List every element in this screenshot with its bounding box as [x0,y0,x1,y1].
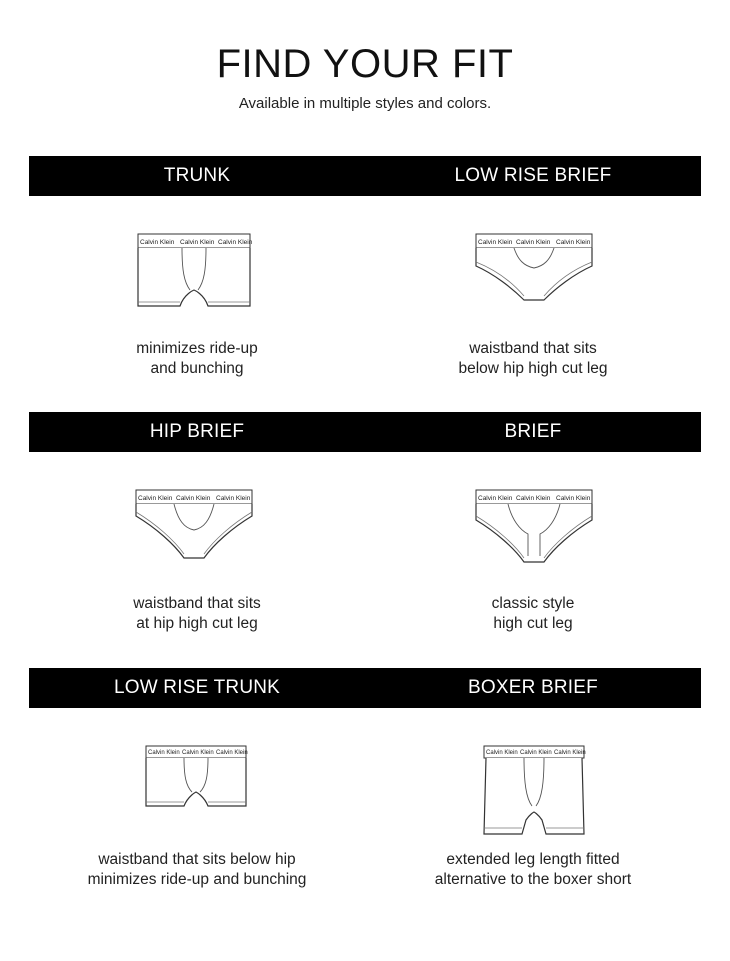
waistband-brand-text: Calvin Klein [516,239,551,246]
waistband-brand-text: Calvin Klein [556,239,591,246]
section-bar-row-2 [29,412,701,452]
desc-line: waistband that sits [469,340,597,357]
hip-brief-icon [134,486,254,570]
desc-line: classic style [491,595,575,612]
desc-line: waistband that sits [133,595,261,612]
waistband-brand-text: Calvin Klein [182,750,214,756]
desc-line: waistband that sits below hip [98,851,296,868]
section-bar-row-3 [29,668,701,708]
style-name-low-rise-trunk: LOW RISE TRUNK [113,677,281,698]
style-name-low-rise-brief: LOW RISE BRIEF [454,165,612,186]
style-name-hip-brief: HIP BRIEF [149,421,245,442]
style-name-brief: BRIEF [504,421,562,442]
brief-icon [474,486,594,574]
page-title: FIND YOUR FIT [216,42,514,86]
waistband-brand-text: Calvin Klein [556,495,591,502]
waistband-brand-text: Calvin Klein [216,750,248,756]
trunk-icon [134,230,254,318]
desc-line: minimizes ride-up [136,340,258,357]
style-desc-hip-brief [29,594,365,634]
low-rise-trunk-icon [144,742,248,818]
style-desc-boxer-brief [365,850,701,890]
waistband-brand-text: Calvin Klein [148,750,180,756]
waistband-brand-text: Calvin Klein [486,750,518,756]
waistband-brand-text: Calvin Klein [176,495,211,502]
waistband-brand-text: Calvin Klein [554,750,586,756]
desc-line: below hip high cut leg [458,360,608,377]
desc-line: minimizes ride-up and bunching [87,871,307,888]
boxer-brief-icon [482,742,586,838]
waistband-brand-text: Calvin Klein [138,495,173,502]
waistband-brand-text: Calvin Klein [140,239,175,246]
style-name-boxer-brief: BOXER BRIEF [468,677,598,698]
page-subtitle: Available in multiple styles and colors. [238,95,492,112]
waistband-brand-text: Calvin Klein [216,495,251,502]
section-bar-row-1 [29,156,701,196]
style-desc-low-rise-trunk [29,850,365,890]
style-desc-low-rise-brief [365,339,701,379]
waistband-brand-text: Calvin Klein [478,239,513,246]
desc-line: and bunching [150,360,244,377]
desc-line: alternative to the boxer short [434,871,632,888]
desc-line: at hip high cut leg [136,615,258,632]
waistband-brand-text: Calvin Klein [180,239,215,246]
desc-line: high cut leg [493,615,573,632]
style-desc-trunk [29,339,365,379]
style-desc-brief [365,594,701,634]
desc-line: extended leg length fitted [446,851,620,868]
waistband-brand-text: Calvin Klein [516,495,551,502]
style-name-trunk: TRUNK [163,165,231,186]
waistband-brand-text: Calvin Klein [218,239,253,246]
waistband-brand-text: Calvin Klein [478,495,513,502]
low-rise-brief-icon [474,230,594,310]
waistband-brand-text: Calvin Klein [520,750,552,756]
